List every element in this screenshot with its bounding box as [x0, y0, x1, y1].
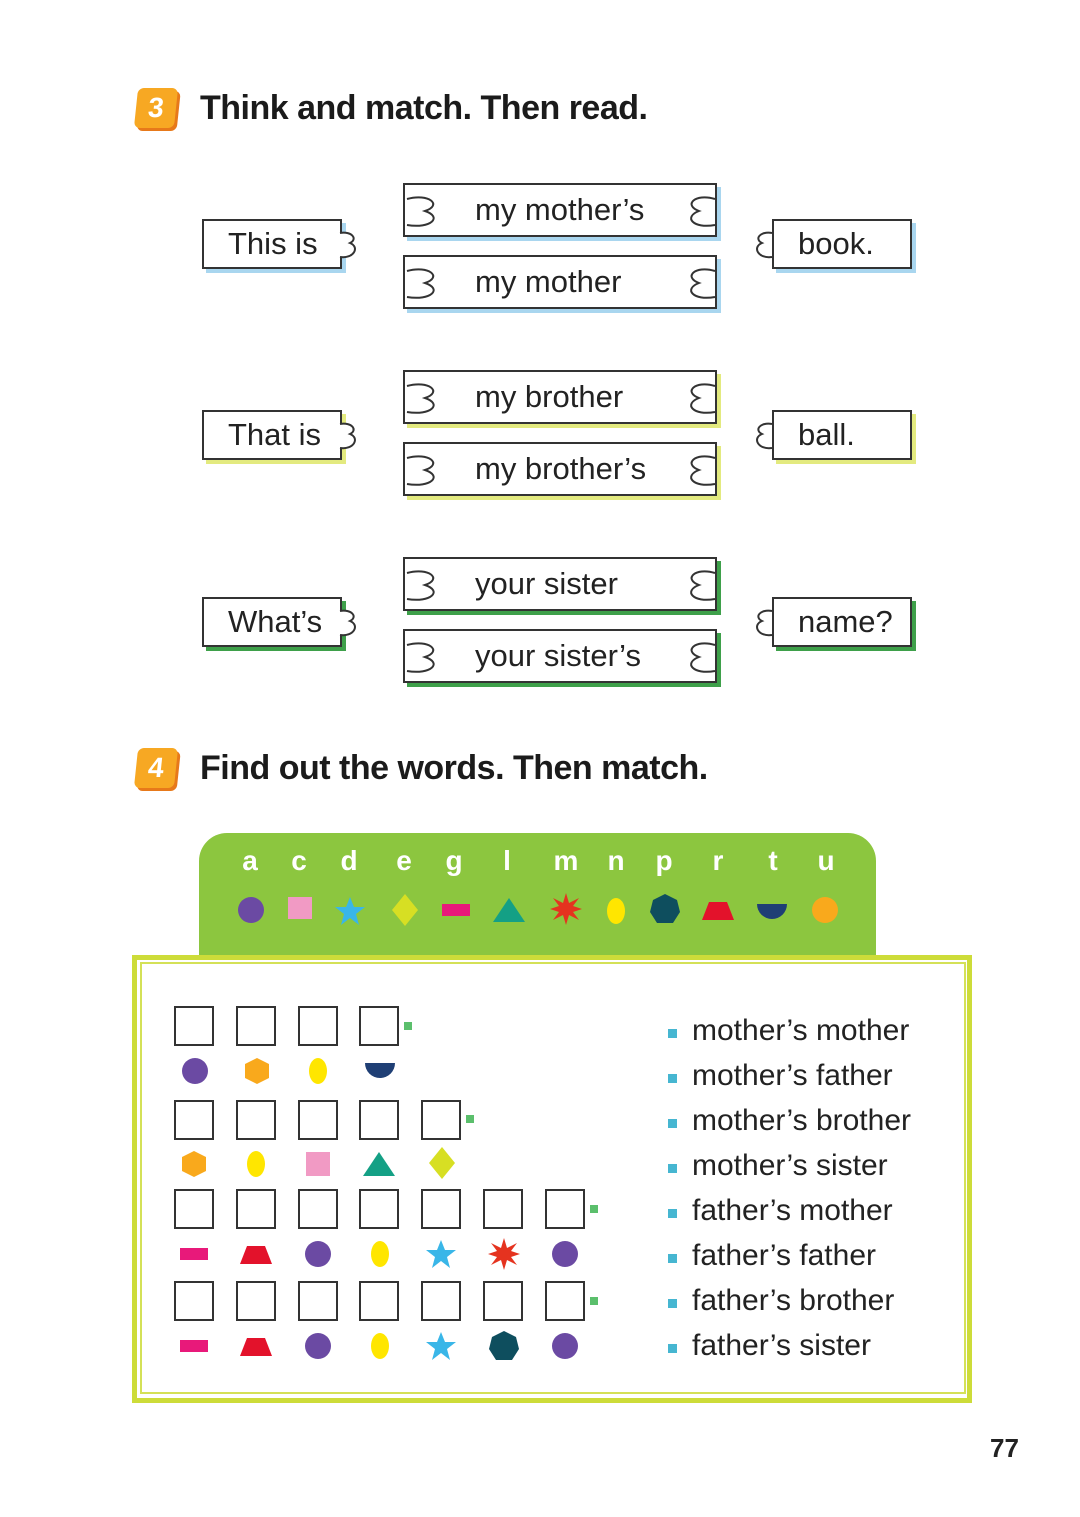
- word-list: [668, 1010, 911, 1370]
- key-letter: p: [655, 845, 673, 876]
- red-trapezoid-icon: [239, 1332, 273, 1360]
- puzzle-knob-icon: [403, 567, 447, 603]
- yellow-diamond-icon: [391, 893, 419, 927]
- key-letter: g: [445, 845, 463, 876]
- key-letter: c: [291, 845, 307, 876]
- code-key-band: [199, 833, 876, 955]
- key-letter: r: [712, 845, 724, 876]
- yellow-diamond-icon: [428, 1146, 456, 1180]
- key-letter: n: [607, 845, 625, 876]
- answer-box[interactable]: [174, 1100, 214, 1140]
- blue-star-icon: [334, 896, 366, 926]
- answer-box[interactable]: [421, 1281, 461, 1321]
- answer-box[interactable]: [545, 1281, 585, 1321]
- yellow-oval-icon: [308, 1056, 328, 1086]
- answer-box[interactable]: [236, 1189, 276, 1229]
- answer-box[interactable]: [545, 1189, 585, 1229]
- option-piece[interactable]: my brother’s: [403, 442, 717, 496]
- key-letter: u: [817, 845, 835, 876]
- red-star-icon: [549, 892, 583, 926]
- word-option[interactable]: father’s sister: [668, 1325, 911, 1370]
- page-number: 77: [990, 1433, 1019, 1463]
- teal-triangle-icon: [362, 1150, 396, 1178]
- yellow-oval-icon: [246, 1149, 266, 1179]
- puzzle-knob-icon: [681, 452, 717, 488]
- navy-semicircle-icon: [364, 1057, 396, 1085]
- section-3-heading: [136, 88, 647, 128]
- sentence-end-piece[interactable]: ball.: [772, 410, 912, 460]
- red-star-icon: [487, 1237, 521, 1271]
- answer-box[interactable]: [236, 1100, 276, 1140]
- pink-square-icon: [305, 1151, 331, 1177]
- puzzle-knob-icon: [338, 229, 360, 261]
- puzzle-knob-icon: [403, 193, 447, 229]
- word-option[interactable]: mother’s brother: [668, 1100, 911, 1145]
- puzzle-knob-icon: [752, 229, 774, 261]
- word-option[interactable]: father’s brother: [668, 1280, 911, 1325]
- option-piece[interactable]: your sister’s: [403, 629, 717, 683]
- puzzle-knob-icon: [338, 607, 360, 639]
- red-trapezoid-icon: [239, 1240, 273, 1268]
- sentence-end-piece[interactable]: book.: [772, 219, 912, 269]
- key-letter: t: [768, 845, 778, 876]
- puzzle-knob-icon: [681, 380, 717, 416]
- yellow-oval-icon: [370, 1239, 390, 1269]
- word-option[interactable]: father’s father: [668, 1235, 911, 1280]
- match-dot[interactable]: [590, 1205, 598, 1213]
- answer-box[interactable]: [174, 1006, 214, 1046]
- yellow-oval-icon: [606, 896, 626, 926]
- answer-box[interactable]: [483, 1281, 523, 1321]
- sentence-end-piece[interactable]: name?: [772, 597, 912, 647]
- puzzle-knob-icon: [681, 639, 717, 675]
- puzzle-knob-icon: [338, 420, 360, 452]
- answer-box[interactable]: [359, 1100, 399, 1140]
- puzzle-knob-icon: [403, 639, 447, 675]
- puzzle-knob-icon: [403, 380, 447, 416]
- puzzle-knob-icon: [681, 265, 717, 301]
- orange-circle-icon: [811, 896, 839, 924]
- option-piece[interactable]: my mother: [403, 255, 717, 309]
- purple-circle-icon: [237, 896, 265, 924]
- answer-box[interactable]: [236, 1006, 276, 1046]
- word-option[interactable]: mother’s sister: [668, 1145, 911, 1190]
- sentence-start-piece[interactable]: That is: [202, 410, 342, 460]
- puzzle-knob-icon: [752, 420, 774, 452]
- section-title: Find out the words. Then match.: [200, 748, 708, 787]
- puzzle-knob-icon: [403, 265, 447, 301]
- option-piece[interactable]: your sister: [403, 557, 717, 611]
- pink-square-icon: [287, 896, 313, 922]
- key-letter: a: [242, 845, 258, 876]
- key-letter: e: [396, 845, 412, 876]
- match-dot[interactable]: [590, 1297, 598, 1305]
- dark-teal-heptagon-icon: [649, 893, 681, 925]
- orange-circle-icon: [243, 1057, 271, 1085]
- purple-circle-icon: [551, 1240, 579, 1268]
- section-4-heading: [136, 748, 708, 788]
- word-option[interactable]: father’s mother: [668, 1190, 911, 1235]
- match-dot[interactable]: [404, 1022, 412, 1030]
- purple-circle-icon: [181, 1057, 209, 1085]
- puzzle-knob-icon: [403, 452, 447, 488]
- answer-box[interactable]: [421, 1189, 461, 1229]
- puzzle-knob-icon: [681, 193, 717, 229]
- navy-semicircle-icon: [756, 896, 788, 924]
- answer-box[interactable]: [298, 1281, 338, 1321]
- puzzle-knob-icon: [752, 607, 774, 639]
- answer-box[interactable]: [359, 1189, 399, 1229]
- section-number-badge: 3: [134, 88, 178, 128]
- yellow-oval-icon: [370, 1331, 390, 1361]
- option-piece[interactable]: my brother: [403, 370, 717, 424]
- answer-box[interactable]: [298, 1100, 338, 1140]
- answer-box[interactable]: [483, 1189, 523, 1229]
- key-letter: m: [553, 845, 579, 876]
- word-option[interactable]: mother’s father: [668, 1055, 911, 1100]
- purple-circle-icon: [551, 1332, 579, 1360]
- puzzle-knob-icon: [681, 567, 717, 603]
- teal-triangle-icon: [492, 896, 526, 924]
- red-trapezoid-icon: [701, 896, 735, 924]
- purple-circle-icon: [304, 1332, 332, 1360]
- answer-box[interactable]: [298, 1006, 338, 1046]
- pink-rectangle-icon: [441, 896, 471, 924]
- blue-star-icon: [425, 1239, 457, 1269]
- dark-teal-heptagon-icon: [488, 1330, 520, 1362]
- purple-circle-icon: [304, 1240, 332, 1268]
- answer-box[interactable]: [174, 1189, 214, 1229]
- blue-star-icon: [425, 1331, 457, 1361]
- answer-box[interactable]: [174, 1281, 214, 1321]
- answer-box[interactable]: [359, 1006, 399, 1046]
- word-option[interactable]: mother’s mother: [668, 1010, 911, 1055]
- orange-circle-icon: [180, 1150, 208, 1178]
- option-piece[interactable]: my mother’s: [403, 183, 717, 237]
- answer-box[interactable]: [359, 1281, 399, 1321]
- sentence-start-piece[interactable]: This is: [202, 219, 342, 269]
- pink-rectangle-icon: [179, 1332, 209, 1360]
- key-letter: d: [340, 845, 358, 876]
- answer-box[interactable]: [421, 1100, 461, 1140]
- match-dot[interactable]: [466, 1115, 474, 1123]
- section-title: Think and match. Then read.: [200, 88, 648, 127]
- answer-box[interactable]: [298, 1189, 338, 1229]
- section-number-badge: 4: [134, 748, 178, 788]
- key-letter: l: [503, 845, 511, 876]
- pink-rectangle-icon: [179, 1240, 209, 1268]
- answer-box[interactable]: [236, 1281, 276, 1321]
- sentence-start-piece[interactable]: What’s: [202, 597, 342, 647]
